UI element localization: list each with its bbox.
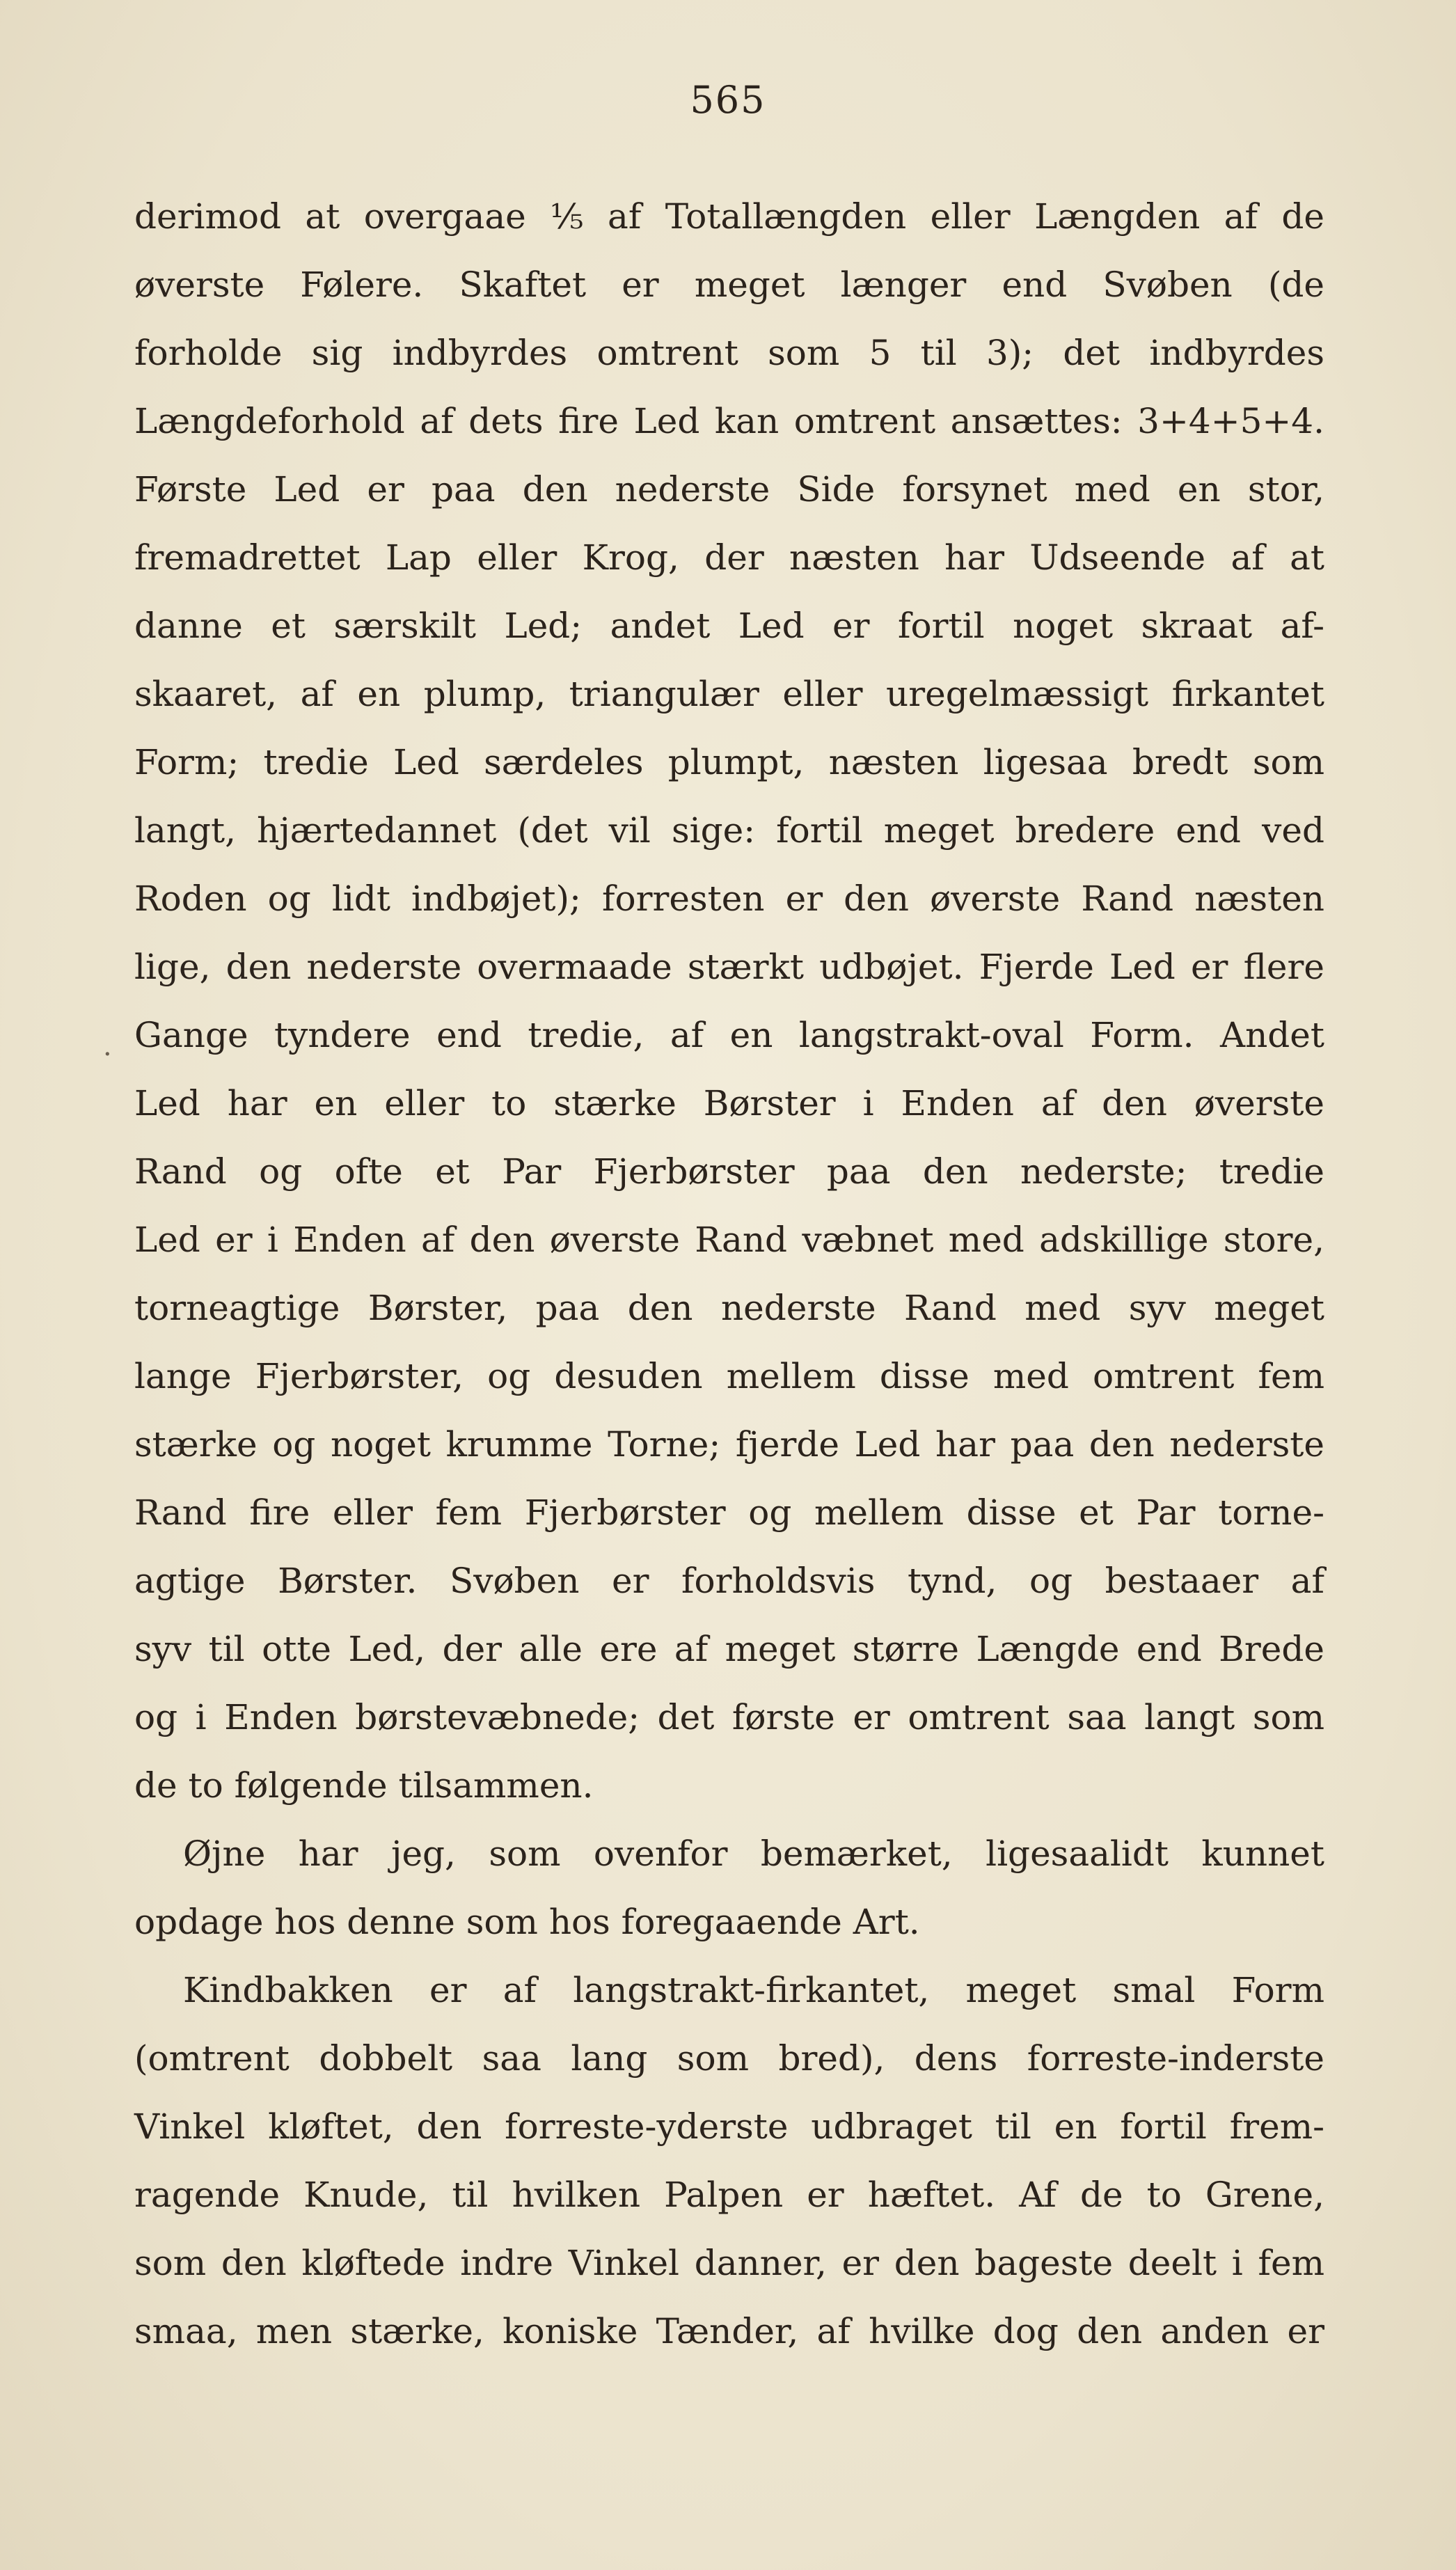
text-line: Vinkel kløftet, den forreste-yderste udbraget til en fortil frem- (134, 2106, 1324, 2147)
text-line: Længdeforhold af dets fire Led kan omtrent ansættes: 3+4+5+4. (134, 401, 1324, 441)
text-line: Roden og lidt indbøjet); forresten er den øverste Rand næsten (134, 878, 1324, 919)
text-line: Kindbakken er af langstrakt-firkantet, meget smal Form (183, 1970, 1324, 2010)
text-line: skaaret, af en plump, triangulær eller uregelmæssigt firkantet (134, 674, 1324, 714)
text-line: Rand fire eller fem Fjerbørster og mellem disse et Par torne- (134, 1492, 1324, 1533)
text-line: lange Fjerbørster, og desuden mellem disse med omtrent fem (134, 1356, 1324, 1396)
text-line: agtige Børster. Svøben er forholdsvis tynd, og bestaaer af (134, 1561, 1324, 1601)
page-number: 565 (690, 78, 766, 122)
text-line: de to følgende tilsammen. (134, 1765, 594, 1806)
text-line: øverste Følere. Skaftet er meget længer end Svøben (de (134, 265, 1324, 305)
text-line: Led er i Enden af den øverste Rand væbnet med adskillige store, (134, 1220, 1324, 1260)
text-line: Led har en eller to stærke Børster i Enden af den øverste (134, 1083, 1324, 1124)
text-line: Første Led er paa den nederste Side forsynet med en stor, (134, 469, 1324, 510)
text-line: Rand og ofte et Par Fjerbørster paa den nederste; tredie (134, 1151, 1324, 1192)
text-line: langt, hjærtedannet (det vil sige: fortil meget bredere end ved (134, 810, 1324, 851)
text-line: og i Enden børstevæbnede; det første er omtrent saa langt som (134, 1697, 1324, 1737)
text-line: fremadrettet Lap eller Krog, der næsten har Udseende af at (134, 537, 1324, 578)
text-line: danne et særskilt Led; andet Led er fortil noget skraat af- (134, 606, 1324, 646)
text-line: stærke og noget krumme Torne; fjerde Led har paa den nederste (134, 1424, 1324, 1465)
text-line: som den kløftede indre Vinkel danner, er den bageste deelt i fem (134, 2243, 1324, 2283)
text-line: Form; tredie Led særdeles plumpt, næsten ligesaa bredt som (134, 742, 1324, 782)
margin-mark: · (103, 1039, 112, 1071)
text-line: (omtrent dobbelt saa lang som bred), dens forreste-inderste (134, 2038, 1324, 2079)
text-line: lige, den nederste overmaade stærkt udbøjet. Fjerde Led er flere (134, 947, 1324, 987)
text-line: Gange tyndere end tredie, af en langstrakt-oval Form. Andet (134, 1015, 1324, 1055)
text-line: syv til otte Led, der alle ere af meget større Længde end Brede (134, 1629, 1324, 1669)
text-line: smaa, men stærke, koniske Tænder, af hvilke dog den anden er (134, 2311, 1324, 2351)
text-line: forholde sig indbyrdes omtrent som 5 til 3); det indbyrdes (134, 333, 1324, 373)
text-line: Øjne har jeg, som ovenfor bemærket, ligesaalidt kunnet (183, 1834, 1324, 1874)
body-text (134, 182, 1324, 2365)
text-line: derimod at overgaae ⅕ af Totallængden eller Længden af de (134, 196, 1324, 237)
text-line: torneagtige Børster, paa den nederste Rand med syv meget (134, 1288, 1324, 1328)
text-line: ragende Knude, til hvilken Palpen er hæftet. Af de to Grene, (134, 2175, 1324, 2215)
text-line: opdage hos denne som hos foregaaende Art. (134, 1902, 920, 1942)
